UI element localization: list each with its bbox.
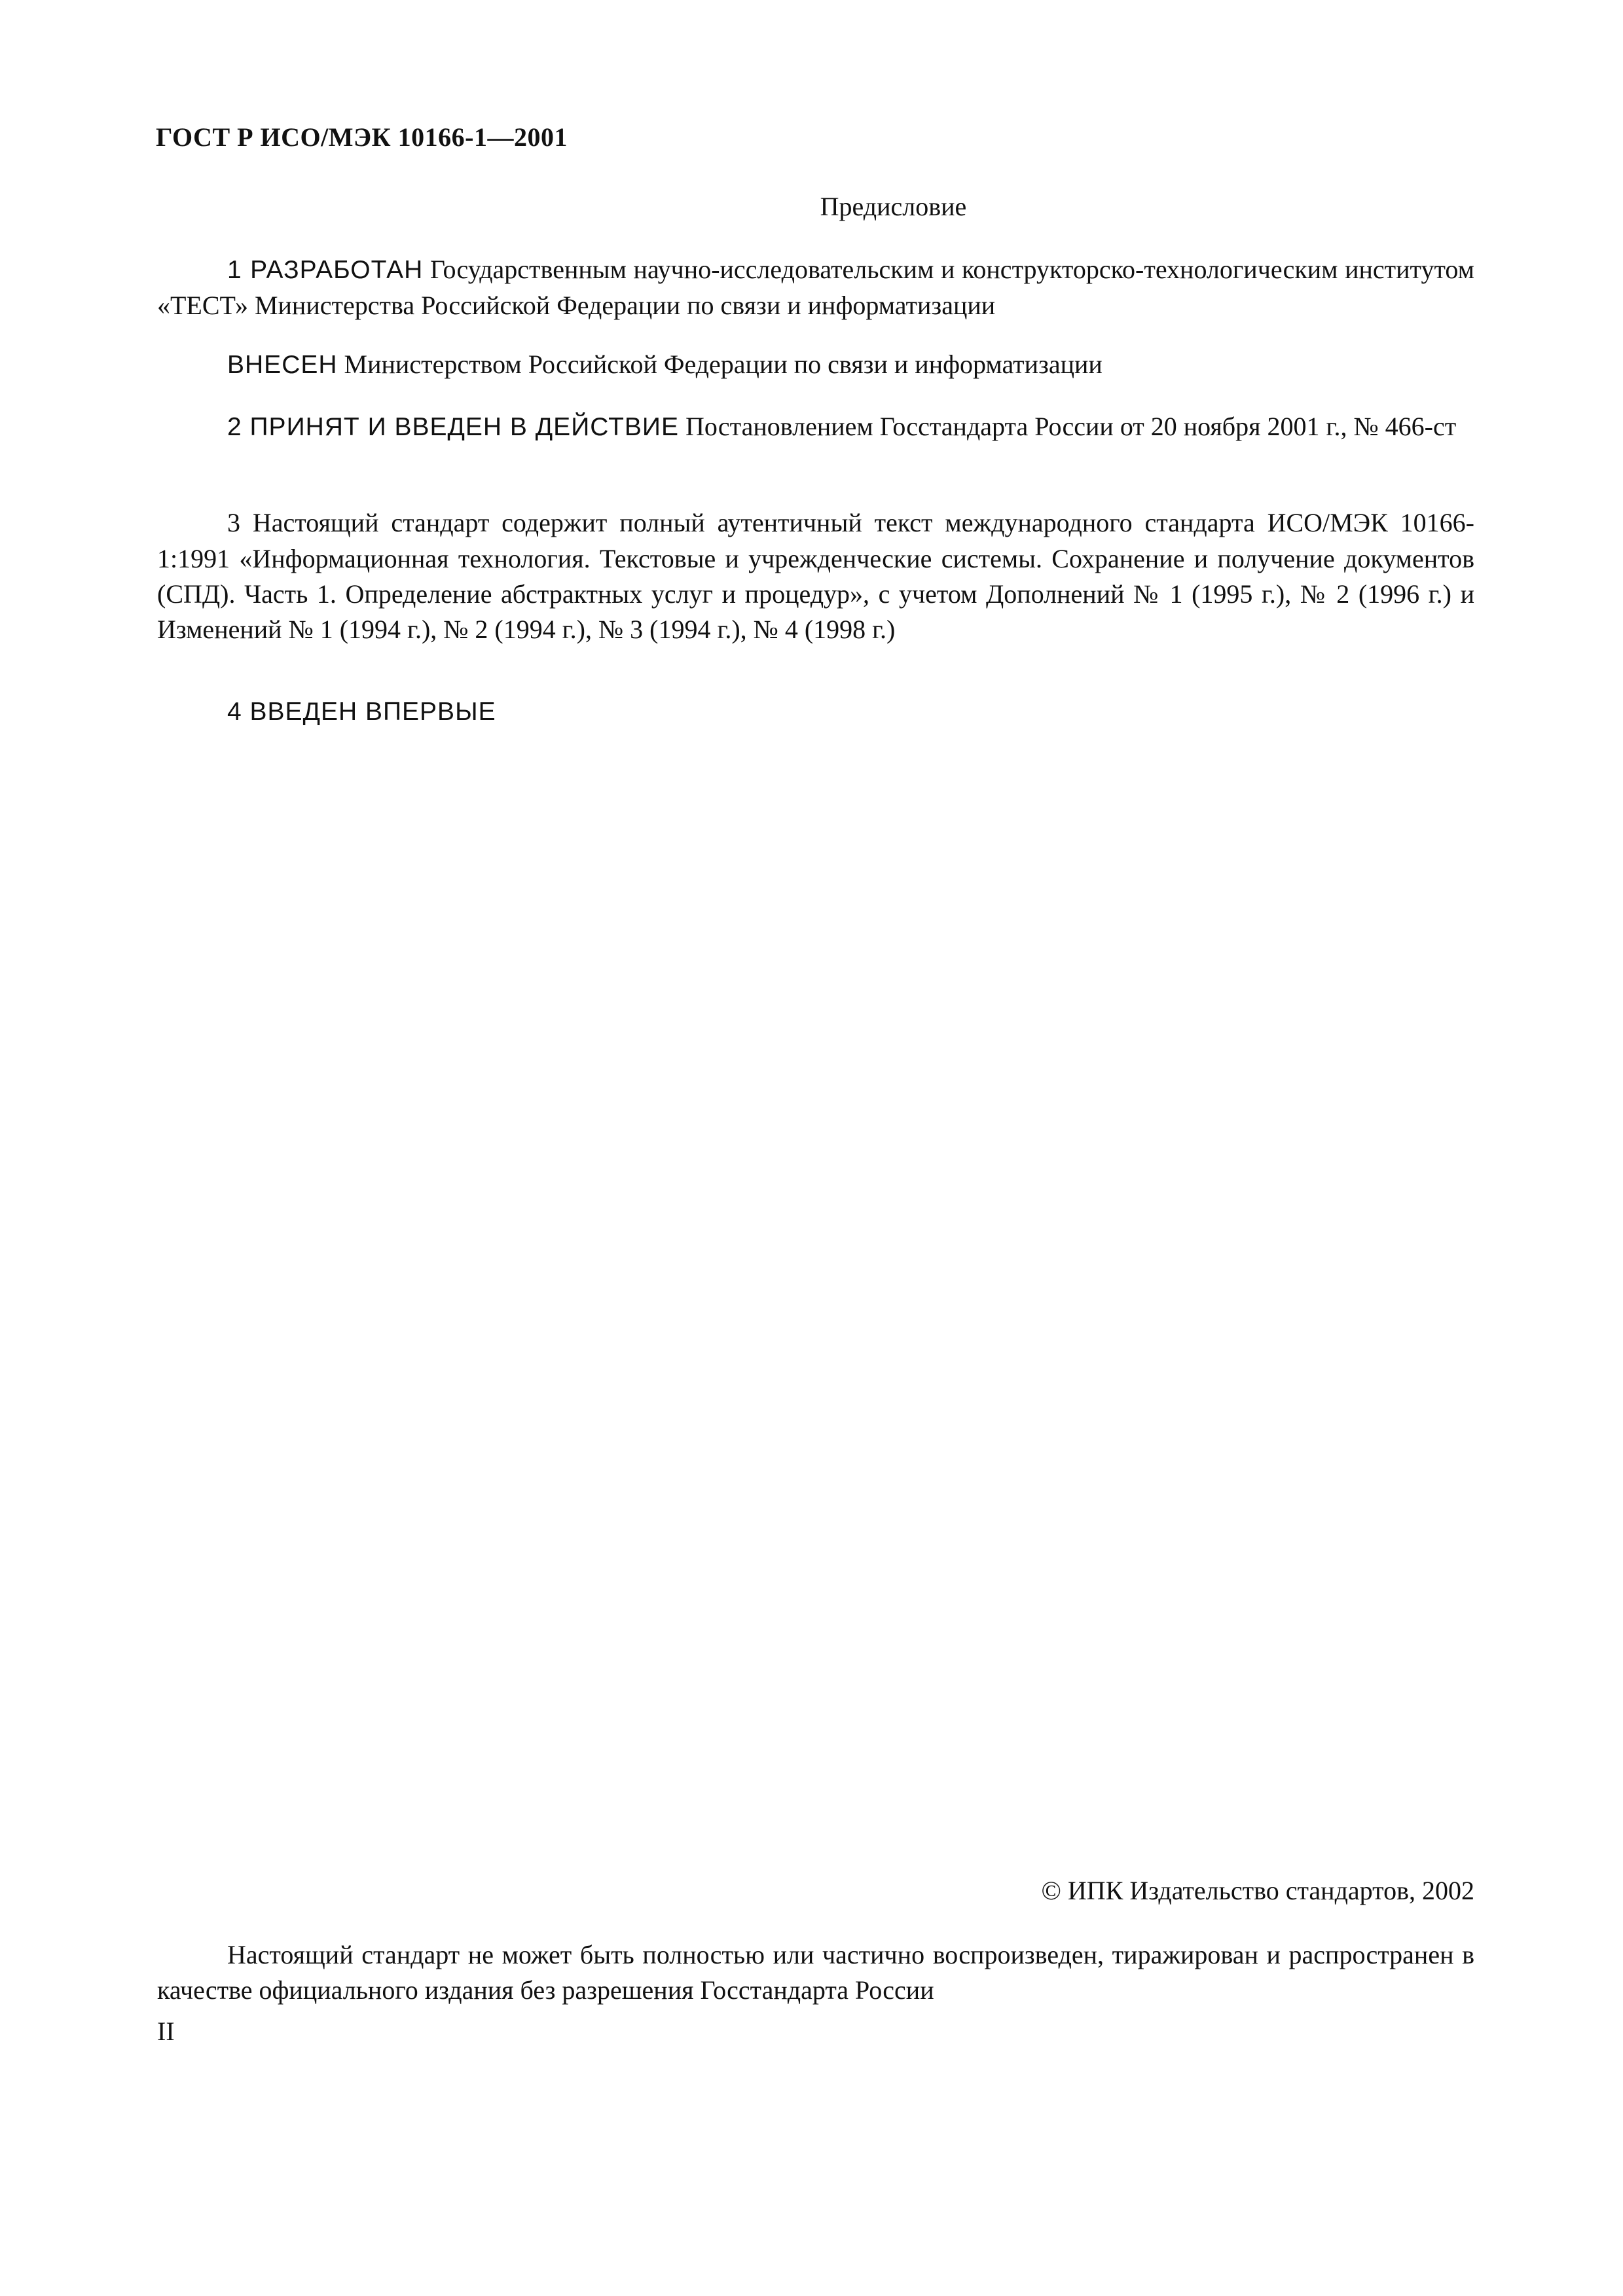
paragraph-text: Государственным научно-исследовательским и конструкторско-технологическим институтом «ТЕСТ» Министерства Российской Федерации по связи и информатизации xyxy=(157,255,1474,320)
copyright-line: © ИПК Издательство стандартов, 2002 xyxy=(1041,1876,1474,1905)
paragraph-introduced xyxy=(157,347,1474,383)
paragraph-text: Постановлением Госстандарта России от 20 ноября 2001 г., № 466-ст xyxy=(678,412,1457,441)
reproduction-notice: Настоящий стандарт не может быть полностью или частично воспроизведен, тиражирован и распространен в качестве официального издания без разрешения Госстандарта России xyxy=(157,1940,1474,2005)
paragraph-developed xyxy=(157,252,1474,323)
section-title: Предисловие xyxy=(820,192,967,221)
paragraph-lead: ВНЕСЕН xyxy=(227,351,338,379)
page-number: II xyxy=(157,2017,175,2046)
paragraph-text: 3 Настоящий стандарт содержит полный аутентичный текст международного стандарта ИСО/МЭК 10166-1:1991 «Информационная технология. Текстовые и учрежденческие системы. Сохранение и получение документов (СПД). Часть 1. Определение абстрактных услуг и процедур», с учетом Дополнений № 1 (1995 г.), № 2 (1996 г.) и Изменений № 1 (1994 г.), № 2 (1994 г.), № 3 (1994 г.), № 4 (1998 г.) xyxy=(157,508,1474,644)
document-code-header: ГОСТ Р ИСО/МЭК 10166-1—2001 xyxy=(156,122,568,152)
paragraph-adopted xyxy=(157,409,1474,445)
paragraph-authentic-text xyxy=(157,505,1474,647)
paragraph-lead: 4 ВВЕДЕН ВПЕРВЫЕ xyxy=(227,698,496,726)
paragraph-first-introduced xyxy=(157,694,1474,730)
paragraph-lead: 1 РАЗРАБОТАН xyxy=(227,256,424,284)
paragraph-lead: 2 ПРИНЯТ И ВВЕДЕН В ДЕЙСТВИЕ xyxy=(227,413,679,441)
paragraph-text: Министерством Российской Федерации по связи и информатизации xyxy=(337,350,1103,379)
